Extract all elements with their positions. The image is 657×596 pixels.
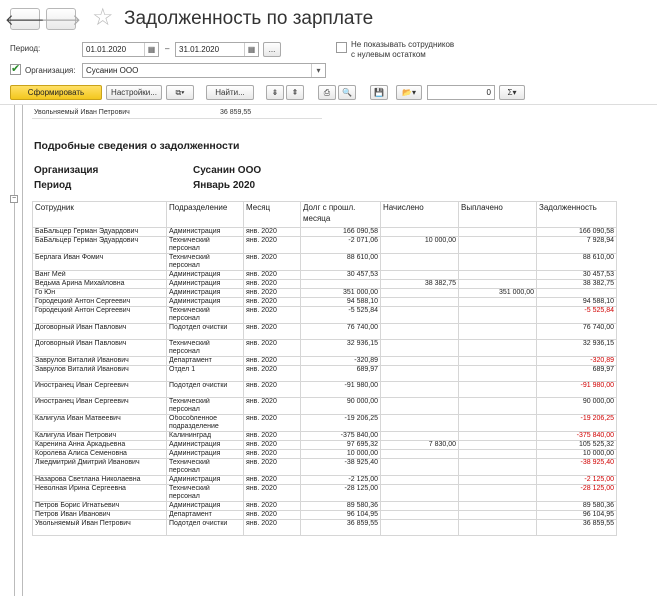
- save-icon[interactable]: 💾: [370, 85, 388, 100]
- cell-accrued: [381, 289, 459, 298]
- cell-employee: Го Юн: [33, 289, 167, 298]
- preview-icon[interactable]: 🔍: [338, 85, 356, 100]
- cell-department: Отдел 1: [167, 366, 244, 382]
- calendar-icon[interactable]: ▦: [244, 43, 258, 56]
- cell-debt: -19 206,25: [537, 415, 617, 432]
- cell-prev-debt: 32 936,15: [301, 340, 381, 357]
- cell-employee: Петров Иван Иванович: [33, 511, 167, 520]
- cell-department: Администрация: [167, 271, 244, 280]
- page-title: Задолженность по зарплате: [124, 8, 374, 29]
- cell-month: янв. 2020: [244, 398, 301, 415]
- cell-prev-debt: -375 840,00: [301, 432, 381, 441]
- cell-accrued: [381, 228, 459, 237]
- cell-department: Технический персонал: [167, 237, 244, 254]
- cell-prev-debt: 30 457,53: [301, 271, 381, 280]
- cell-employee: Берлага Иван Фомич: [33, 254, 167, 271]
- cell-accrued: [381, 254, 459, 271]
- cell-month: янв. 2020: [244, 459, 301, 476]
- cell-prev-debt: [301, 280, 381, 289]
- cell-prev-debt: -91 980,00: [301, 382, 381, 398]
- cell-debt: 166 090,58: [537, 228, 617, 237]
- cell-employee: Калигула Иван Петрович: [33, 432, 167, 441]
- sum-dropdown-icon[interactable]: Σ▾: [499, 85, 525, 100]
- debt-table: [32, 201, 617, 536]
- cell-debt: -28 125,00: [537, 485, 617, 502]
- table-row[interactable]: [33, 237, 617, 254]
- cell-debt: 89 580,36: [537, 502, 617, 511]
- table-row[interactable]: [33, 382, 617, 398]
- cell-department: Технический персонал: [167, 485, 244, 502]
- cell-department: Департамент: [167, 357, 244, 366]
- cell-prev-debt: -38 925,40: [301, 459, 381, 476]
- date-to-input[interactable]: [175, 42, 259, 57]
- cell-month: янв. 2020: [244, 415, 301, 432]
- cell-department: Технический персонал: [167, 340, 244, 357]
- organization-key: Организация: [34, 165, 99, 176]
- table-row[interactable]: [33, 228, 617, 237]
- cell-paid: [459, 298, 537, 307]
- favorite-star-icon[interactable]: ☆: [92, 4, 114, 31]
- cell-debt: 96 104,95: [537, 511, 617, 520]
- hide-zero-checkbox[interactable]: [336, 42, 347, 53]
- chevron-down-icon[interactable]: ▾: [311, 64, 325, 77]
- table-body: [33, 228, 617, 536]
- expand-groups-icon[interactable]: ⇟: [266, 85, 284, 100]
- previous-report-row: [32, 108, 322, 119]
- cell-prev-debt: 97 695,32: [301, 441, 381, 450]
- cell-paid: [459, 485, 537, 502]
- cell-month: янв. 2020: [244, 324, 301, 340]
- cell-employee: Договорный Иван Павлович: [33, 324, 167, 340]
- cell-department: Технический персонал: [167, 307, 244, 324]
- cell-department: Обособленное подразделение: [167, 415, 244, 432]
- cell-department: Администрация: [167, 450, 244, 459]
- period-value: Январь 2020: [193, 180, 256, 191]
- sum-value-field: 0: [427, 85, 495, 100]
- cell-employee: Увольняемый Иван Петрович: [33, 520, 167, 536]
- cell-department: Администрация: [167, 476, 244, 485]
- cell-employee: Лжедмитрий Дмитрий Иванович: [33, 459, 167, 476]
- table-row[interactable]: [33, 450, 617, 459]
- col-header-accrued[interactable]: Начислено: [381, 202, 459, 228]
- cell-prev-debt: 76 740,00: [301, 324, 381, 340]
- cell-employee: Каренина Анна Аркадьевна: [33, 441, 167, 450]
- cell-accrued: 38 382,75: [381, 280, 459, 289]
- cell-employee: Калигула Иван Матвеевич: [33, 415, 167, 432]
- hide-zero-label: [351, 40, 454, 60]
- cell-prev-debt: -5 525,84: [301, 307, 381, 324]
- organization-value: Сусанин ООО: [193, 165, 262, 176]
- cell-department: Администрация: [167, 228, 244, 237]
- cell-month: янв. 2020: [244, 357, 301, 366]
- cell-paid: [459, 511, 537, 520]
- collapse-groups-icon[interactable]: ⇞: [286, 85, 304, 100]
- cell-month: янв. 2020: [244, 307, 301, 324]
- cell-month: янв. 2020: [244, 485, 301, 502]
- previous-row-name: Увольняемый Иван Петрович: [34, 109, 130, 116]
- cell-accrued: [381, 340, 459, 357]
- cell-month: янв. 2020: [244, 289, 301, 298]
- cell-employee: Договорный Иван Павлович: [33, 340, 167, 357]
- cell-month: янв. 2020: [244, 298, 301, 307]
- table-row[interactable]: [33, 298, 617, 307]
- organization-value: Сусанин ООО: [86, 66, 139, 75]
- cell-month: янв. 2020: [244, 441, 301, 450]
- cell-accrued: [381, 502, 459, 511]
- cell-paid: [459, 520, 537, 536]
- cell-employee: Заврулов Виталий Иванович: [33, 366, 167, 382]
- cell-paid: [459, 432, 537, 441]
- cell-debt: 90 000,00: [537, 398, 617, 415]
- cell-employee: Иностранец Иван Сергеевич: [33, 398, 167, 415]
- report-title: Подробные сведения о задолженности: [34, 140, 240, 152]
- cell-employee: Городецкий Антон Сергеевич: [33, 307, 167, 324]
- cell-month: янв. 2020: [244, 476, 301, 485]
- cell-paid: [459, 237, 537, 254]
- table-row[interactable]: [33, 441, 617, 450]
- cell-employee: Петров Борис Игнатьевич: [33, 502, 167, 511]
- cell-debt: 30 457,53: [537, 271, 617, 280]
- print-icon[interactable]: ⎙: [318, 85, 336, 100]
- cell-employee: Ведьма Арина Михайловна: [33, 280, 167, 289]
- table-row[interactable]: [33, 511, 617, 520]
- cell-accrued: [381, 271, 459, 280]
- cell-department: Подотдел очистки: [167, 520, 244, 536]
- cell-month: янв. 2020: [244, 520, 301, 536]
- cell-accrued: [381, 432, 459, 441]
- cell-month: янв. 2020: [244, 502, 301, 511]
- cell-debt: 689,97: [537, 366, 617, 382]
- cell-paid: [459, 398, 537, 415]
- table-row[interactable]: [33, 254, 617, 271]
- table-header-row: [33, 202, 617, 228]
- cell-department: Подотдел очистки: [167, 382, 244, 398]
- cell-prev-debt: 36 859,55: [301, 520, 381, 536]
- cell-prev-debt: 90 000,00: [301, 398, 381, 415]
- cell-prev-debt: -19 206,25: [301, 415, 381, 432]
- table-row[interactable]: [33, 271, 617, 280]
- back-button[interactable]: [4, 8, 46, 30]
- table-row[interactable]: [33, 366, 617, 382]
- cell-department: Администрация: [167, 441, 244, 450]
- cell-paid: [459, 228, 537, 237]
- organization-select[interactable]: [82, 63, 326, 78]
- cell-department: Технический персонал: [167, 459, 244, 476]
- table-row[interactable]: [33, 357, 617, 366]
- cell-accrued: [381, 298, 459, 307]
- cell-month: янв. 2020: [244, 280, 301, 289]
- forward-button[interactable]: [40, 8, 82, 30]
- col-header-department[interactable]: Подразделение: [167, 202, 244, 228]
- table-row[interactable]: [33, 415, 617, 432]
- cell-accrued: [381, 520, 459, 536]
- cell-paid: [459, 280, 537, 289]
- cell-accrued: 10 000,00: [381, 237, 459, 254]
- cell-month: янв. 2020: [244, 271, 301, 280]
- cell-debt: 76 740,00: [537, 324, 617, 340]
- cell-department: Администрация: [167, 289, 244, 298]
- cell-employee: БаБальцер Герман Эдуардович: [33, 228, 167, 237]
- col-header-debt[interactable]: Задолженность: [537, 202, 617, 228]
- cell-accrued: [381, 511, 459, 520]
- table-row[interactable]: [33, 459, 617, 476]
- cell-accrued: [381, 307, 459, 324]
- cell-accrued: [381, 476, 459, 485]
- table-row[interactable]: [33, 340, 617, 357]
- table-row[interactable]: [33, 307, 617, 324]
- cell-accrued: 7 830,00: [381, 441, 459, 450]
- cell-month: янв. 2020: [244, 450, 301, 459]
- period-key: Период: [34, 180, 72, 191]
- cell-paid: [459, 307, 537, 324]
- organization-checkbox[interactable]: [10, 64, 21, 75]
- cell-debt: -5 525,84: [537, 307, 617, 324]
- cell-employee: Назарова Светлана Николаевна: [33, 476, 167, 485]
- period-label: Период:: [10, 44, 41, 53]
- col-header-month[interactable]: Месяц: [244, 202, 301, 228]
- cell-department: Департамент: [167, 511, 244, 520]
- cell-debt: -38 925,40: [537, 459, 617, 476]
- arrow-right-icon: 🡒: [40, 11, 82, 29]
- period-select-button[interactable]: ...: [263, 42, 281, 57]
- cell-employee: Ванг Мей: [33, 271, 167, 280]
- cell-prev-debt: 94 588,10: [301, 298, 381, 307]
- cell-paid: [459, 340, 537, 357]
- table-row[interactable]: [33, 289, 617, 298]
- layers-icon: ⧉▾: [175, 88, 185, 97]
- cell-debt: -320,89: [537, 357, 617, 366]
- date-separator: –: [165, 44, 170, 53]
- find-button[interactable]: Найти...: [206, 85, 254, 100]
- cell-prev-debt: 689,97: [301, 366, 381, 382]
- arrow-left-icon: 🡐: [4, 11, 46, 29]
- cell-department: Технический персонал: [167, 254, 244, 271]
- calendar-icon[interactable]: ▦: [144, 43, 158, 56]
- table-row[interactable]: [33, 324, 617, 340]
- date-from-input[interactable]: [82, 42, 159, 57]
- cell-paid: [459, 459, 537, 476]
- cell-employee: Городецкий Антон Сергеевич: [33, 298, 167, 307]
- cell-accrued: [381, 398, 459, 415]
- cell-employee: Королева Алиса Семеновна: [33, 450, 167, 459]
- cell-employee: БаБальцер Герман Эдуардович: [33, 237, 167, 254]
- tree-guide-line: [14, 105, 15, 596]
- col-header-prev-debt[interactable]: Долг с прошл. месяца: [301, 202, 381, 228]
- cell-department: Подотдел очистки: [167, 324, 244, 340]
- cell-month: янв. 2020: [244, 340, 301, 357]
- cell-paid: [459, 382, 537, 398]
- cell-paid: [459, 502, 537, 511]
- cell-employee: Иностранец Иван Сергеевич: [33, 382, 167, 398]
- cell-accrued: [381, 415, 459, 432]
- cell-paid: [459, 415, 537, 432]
- cell-month: янв. 2020: [244, 511, 301, 520]
- cell-debt: -375 840,00: [537, 432, 617, 441]
- cell-accrued: [381, 366, 459, 382]
- cell-department: Калининград: [167, 432, 244, 441]
- cell-accrued: [381, 450, 459, 459]
- cell-paid: [459, 450, 537, 459]
- cell-month: янв. 2020: [244, 237, 301, 254]
- hide-zero-label-line2: с нулевым остатком: [351, 50, 426, 59]
- cell-department: Администрация: [167, 298, 244, 307]
- table-row[interactable]: [33, 502, 617, 511]
- cell-prev-debt: 88 610,00: [301, 254, 381, 271]
- date-from-value: 01.01.2020: [86, 45, 127, 54]
- cell-debt: 10 000,00: [537, 450, 617, 459]
- cell-debt: 7 928,94: [537, 237, 617, 254]
- cell-month: янв. 2020: [244, 228, 301, 237]
- cell-prev-debt: -28 125,00: [301, 485, 381, 502]
- cell-prev-debt: 351 000,00: [301, 289, 381, 298]
- cell-prev-debt: 96 104,95: [301, 511, 381, 520]
- cell-department: Администрация: [167, 502, 244, 511]
- tree-guide-line: [22, 105, 23, 596]
- col-header-employee[interactable]: Сотрудник: [33, 202, 167, 228]
- collapse-group-icon[interactable]: −: [11, 195, 17, 202]
- cell-paid: 351 000,00: [459, 289, 537, 298]
- table-row[interactable]: [33, 485, 617, 502]
- cell-month: янв. 2020: [244, 254, 301, 271]
- cell-paid: [459, 254, 537, 271]
- table-row[interactable]: [33, 398, 617, 415]
- cell-debt: 32 936,15: [537, 340, 617, 357]
- folder-dropdown-icon[interactable]: 📂▾: [396, 85, 422, 100]
- cell-month: янв. 2020: [244, 366, 301, 382]
- report-area[interactable]: [0, 104, 657, 596]
- cell-paid: [459, 324, 537, 340]
- cell-prev-debt: -2 071,06: [301, 237, 381, 254]
- table-row[interactable]: [33, 476, 617, 485]
- cell-employee: Неволная Ирина Сергеевна: [33, 485, 167, 502]
- cell-debt: 38 382,75: [537, 280, 617, 289]
- cell-month: янв. 2020: [244, 382, 301, 398]
- cell-debt: 36 859,55: [537, 520, 617, 536]
- hide-zero-label-line1: Не показывать сотрудников: [351, 40, 455, 49]
- cell-accrued: [381, 382, 459, 398]
- cell-department: Администрация: [167, 280, 244, 289]
- cell-department: Технический персонал: [167, 398, 244, 415]
- cell-debt: -2 125,00: [537, 476, 617, 485]
- generate-button[interactable]: Сформировать: [10, 85, 102, 100]
- settings-button[interactable]: Настройки...: [106, 85, 162, 100]
- cell-paid: [459, 271, 537, 280]
- cell-employee: Заврулов Виталий Иванович: [33, 357, 167, 366]
- date-to-value: 31.01.2020: [179, 45, 220, 54]
- cell-accrued: [381, 357, 459, 366]
- organization-label: Организация:: [25, 66, 76, 75]
- cell-debt: 94 588,10: [537, 298, 617, 307]
- cell-debt: [537, 289, 617, 298]
- cell-paid: [459, 366, 537, 382]
- cell-debt: -91 980,00: [537, 382, 617, 398]
- cell-prev-debt: -320,89: [301, 357, 381, 366]
- table-row[interactable]: [33, 520, 617, 536]
- cell-accrued: [381, 485, 459, 502]
- cell-prev-debt: 89 580,36: [301, 502, 381, 511]
- cell-prev-debt: 166 090,58: [301, 228, 381, 237]
- cell-paid: [459, 441, 537, 450]
- cell-debt: 88 610,00: [537, 254, 617, 271]
- cell-paid: [459, 357, 537, 366]
- cell-debt: 105 525,32: [537, 441, 617, 450]
- cell-prev-debt: -2 125,00: [301, 476, 381, 485]
- table-row[interactable]: [33, 432, 617, 441]
- variants-dropdown-button[interactable]: [166, 85, 194, 100]
- cell-month: янв. 2020: [244, 432, 301, 441]
- cell-paid: [459, 476, 537, 485]
- col-header-paid[interactable]: Выплачено: [459, 202, 537, 228]
- cell-prev-debt: 10 000,00: [301, 450, 381, 459]
- previous-row-value: 36 859,55: [220, 109, 252, 116]
- table-row[interactable]: [33, 280, 617, 289]
- cell-accrued: [381, 324, 459, 340]
- cell-accrued: [381, 459, 459, 476]
